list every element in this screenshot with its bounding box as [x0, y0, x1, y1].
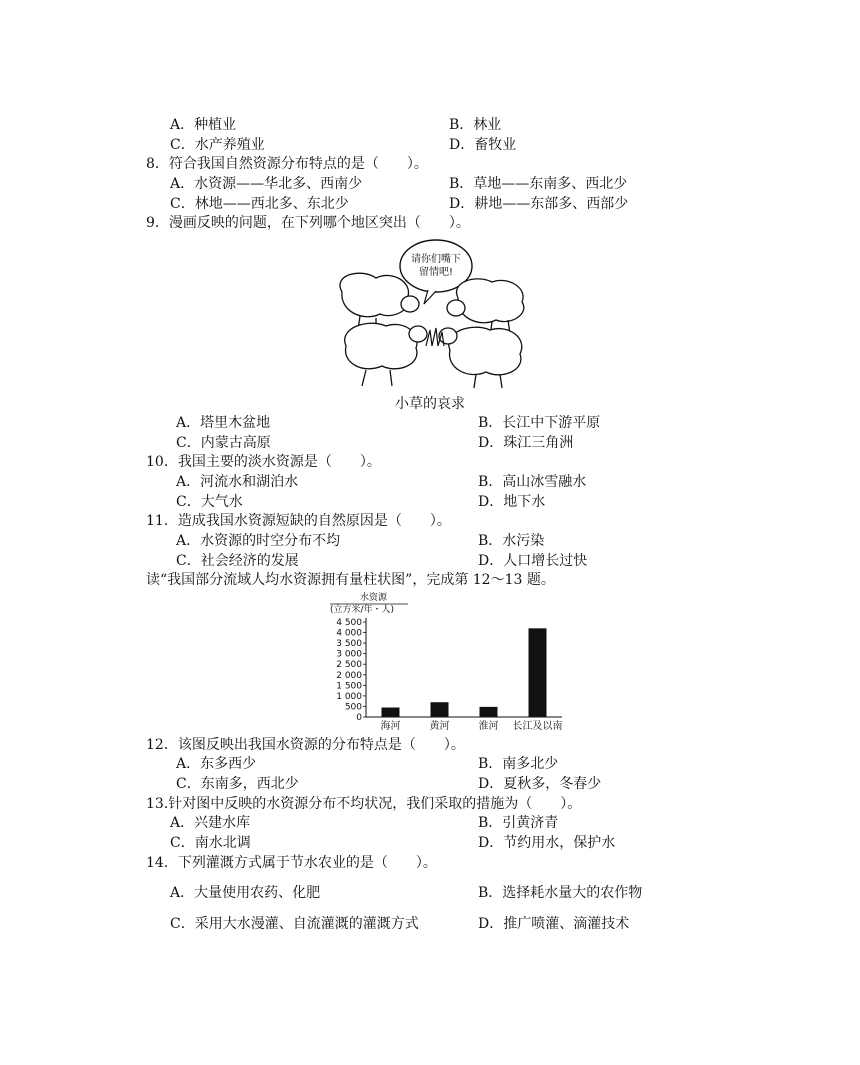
- chart-bars: [382, 628, 547, 717]
- q14-stem: 14．下列灌溉方式属于节水农业的是（ ）。: [146, 855, 437, 871]
- q13-stem: 13.针对图中反映的水资源分布不均状况，我们采取的措施为（ ）。: [146, 796, 582, 812]
- q10-stem: 10．我国主要的淡水资源是（ ）。: [146, 454, 381, 470]
- y-tick-label: 500: [344, 702, 362, 713]
- chart-y-ticks: [336, 618, 366, 723]
- q7-option-a: A．种植业: [170, 117, 237, 133]
- q14-option-c: C．采用大水漫灌、自流灌溉的灌溉方式: [170, 916, 419, 932]
- q8-option-b: B．草地——东南多、西北少: [449, 176, 628, 192]
- y-tick-label: 2 000: [336, 670, 362, 681]
- q13-option-b: B．引黄济青: [478, 815, 559, 831]
- chart-intro: 读“我国部分流域人均水资源拥有量柱状图”，完成第 12～13 题。: [146, 572, 555, 588]
- water-resource-bar-chart: [326, 592, 566, 734]
- x-category-label: 海河: [380, 721, 401, 732]
- q12-stem: 12．该图反映出我国水资源的分布特点是（ ）。: [146, 737, 465, 753]
- q8-option-a: A．水资源——华北多、西南少: [170, 176, 363, 192]
- bar-3: [480, 707, 498, 717]
- q9-stem: 9．漫画反映的问题，在下列哪个地区突出（ ）。: [146, 215, 470, 231]
- q14-option-b: B．选择耗水量大的农作物: [478, 885, 643, 901]
- y-tick-label: 0: [356, 713, 362, 723]
- y-tick-label: 1 500: [336, 681, 362, 692]
- y-tick-label: 3 000: [336, 649, 362, 660]
- q11-stem: 11．造成我国水资源短缺的自然原因是（ ）。: [146, 513, 451, 529]
- bar-1: [382, 708, 400, 718]
- q14-option-d: D．推广喷灌、滴灌技术: [478, 916, 630, 932]
- x-category-label: 长江及以南: [512, 721, 563, 732]
- q9-option-c: C．内蒙古高原: [176, 435, 271, 451]
- q10-option-d: D．地下水: [478, 494, 546, 510]
- bar-4: [529, 628, 547, 717]
- q10-option-c: C．大气水: [176, 494, 243, 510]
- q12-option-a: A．东多西少: [176, 756, 257, 772]
- y-tick-label: 3 500: [336, 639, 362, 650]
- q7-option-c: C．水产养殖业: [170, 137, 265, 153]
- y-tick-label: 4 500: [336, 618, 362, 628]
- y-tick-label: 4 000: [336, 628, 362, 639]
- q7-option-b: B．林业: [449, 117, 502, 133]
- q13-option-c: C．南水北调: [170, 835, 251, 851]
- q10-option-b: B．高山冰雪融水: [478, 474, 587, 490]
- q14-option-a: A．大量使用农药、化肥: [170, 885, 321, 901]
- cartoon-grass-plea: [332, 234, 534, 392]
- q12-option-c: C．东南多，西北少: [176, 776, 299, 792]
- q12-option-d: D．夏秋多，冬春少: [478, 776, 602, 792]
- q9-option-b: B．长江中下游平原: [478, 415, 601, 431]
- q11-option-c: C．社会经济的发展: [176, 553, 299, 569]
- q8-stem: 8．符合我国自然资源分布特点的是（ ）。: [146, 156, 428, 172]
- q11-option-d: D．人口增长过快: [478, 553, 588, 569]
- q7-option-d: D．畜牧业: [449, 137, 517, 153]
- q10-option-a: A．河流水和湖泊水: [176, 474, 299, 490]
- chart-x-labels: [381, 719, 563, 732]
- q11-option-a: A．水资源的时空分布不均: [176, 533, 341, 549]
- q9-option-d: D．珠江三角洲: [478, 435, 574, 451]
- y-tick-label: 1 000: [336, 691, 362, 702]
- q8-option-d: D．耕地——东部多、西部少: [449, 196, 629, 212]
- chart-title: 水资源: [360, 593, 388, 603]
- q12-option-b: B．南多北少: [478, 756, 559, 772]
- cartoon-caption: 小草的哀求: [395, 396, 465, 412]
- q13-option-d: D．节约用水，保护水: [478, 835, 616, 851]
- q11-option-b: B．水污染: [478, 533, 545, 549]
- q13-option-a: A．兴建水库: [170, 815, 251, 831]
- q8-option-c: C．林地——西北多、东北少: [170, 196, 349, 212]
- chart-ylabel: (立方米/年・人): [330, 605, 395, 615]
- q9-option-a: A．塔里木盆地: [176, 415, 271, 431]
- bubble-text-2: 留情吧!: [418, 267, 454, 278]
- x-category-label: 黄河: [429, 721, 450, 732]
- x-category-label: 淮河: [478, 721, 499, 732]
- bubble-text-1: 请你们嘴下: [411, 254, 461, 265]
- bar-2: [431, 702, 449, 717]
- y-tick-label: 2 500: [336, 660, 362, 671]
